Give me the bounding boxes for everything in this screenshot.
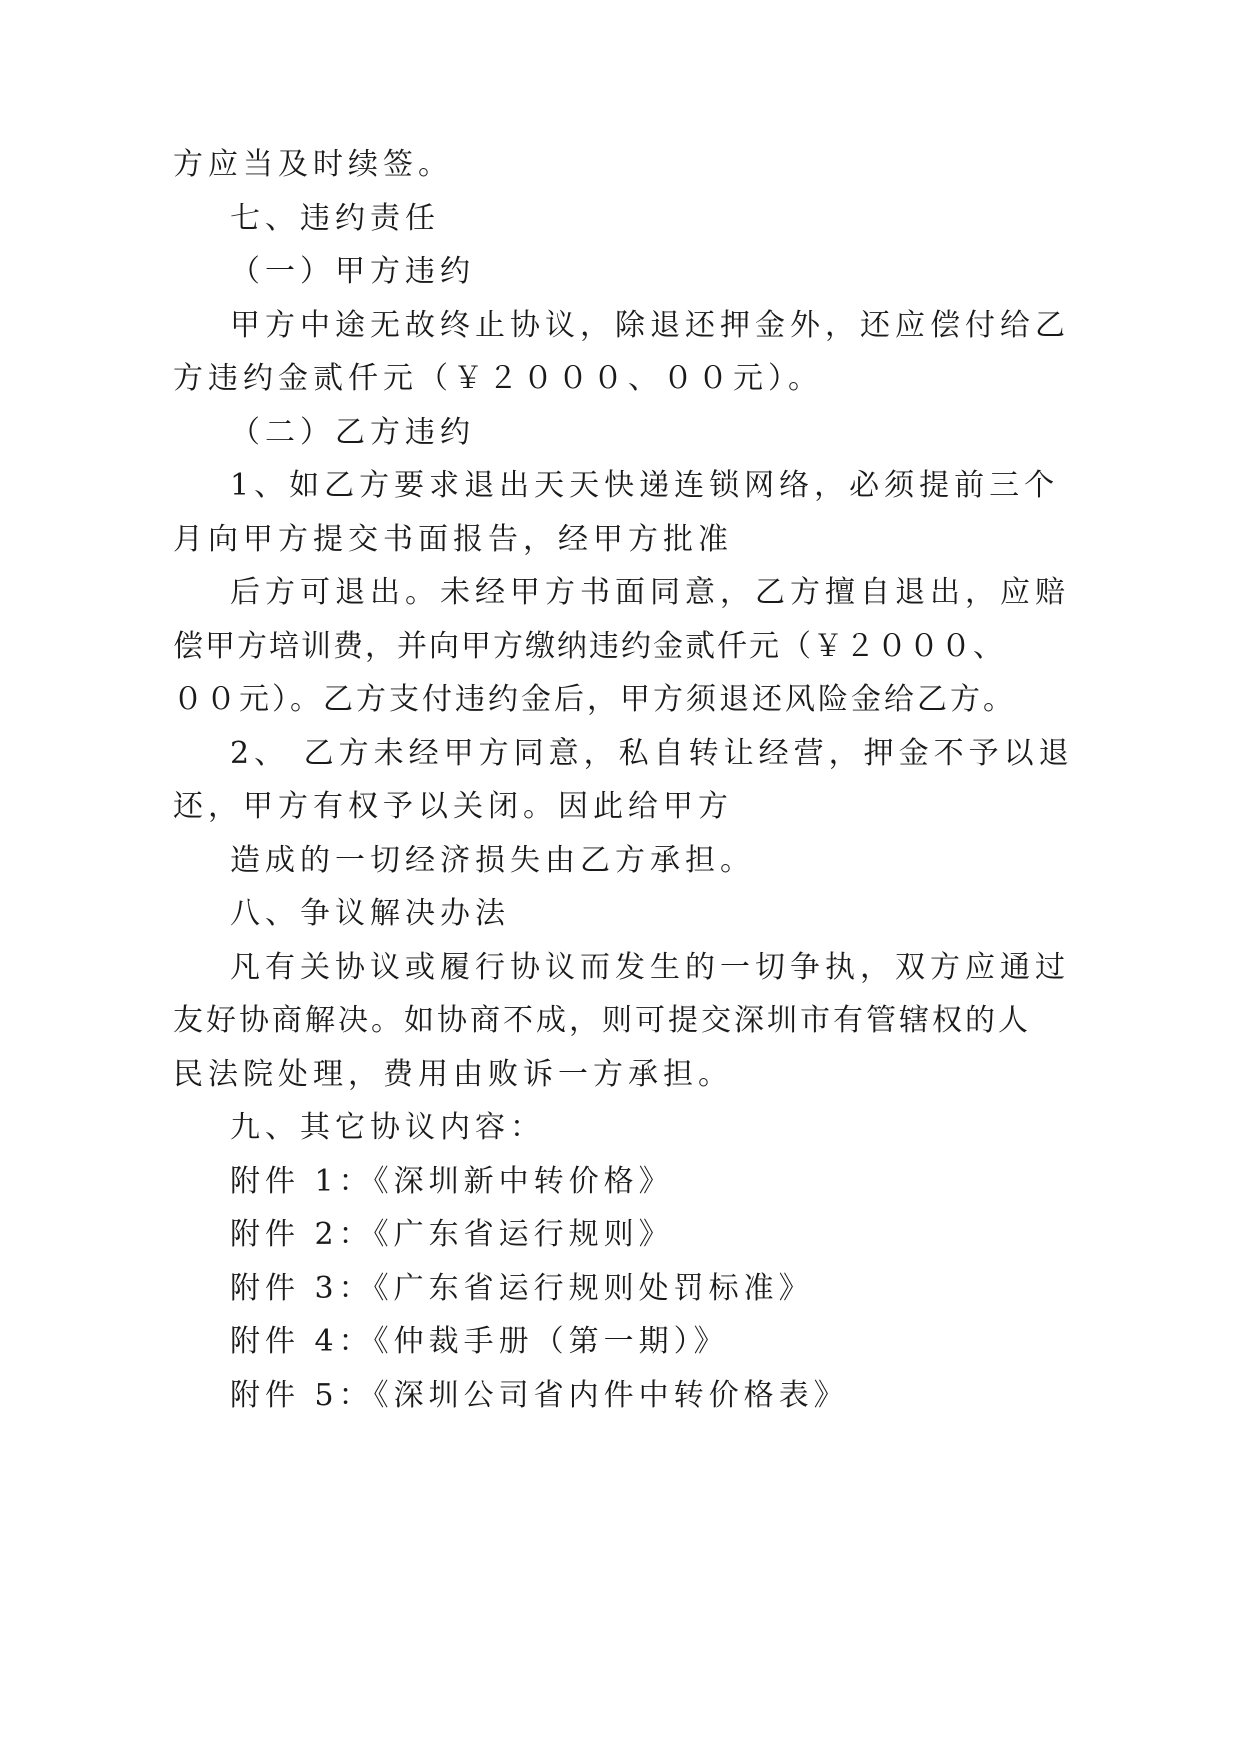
text-line: 凡有关协议或履行协议而发生的一切争执，双方应通过 [230, 950, 1070, 985]
text-line: 还，甲方有权予以关闭。因此给甲方 [173, 789, 733, 824]
text-line: 1、如乙方要求退出天天快递连锁网络，必须提前三个 [230, 468, 1060, 503]
text-line: 方违约金贰仟元（￥２０００、００元）。 [173, 361, 823, 396]
text-line: 民法院处理，费用由败诉一方承担。 [173, 1057, 733, 1092]
text-line: 方应当及时续签。 [173, 147, 453, 182]
attachment-item: 附件 4：《仲裁手册（第一期）》 [230, 1324, 729, 1359]
section-heading: 七、违约责任 [230, 201, 440, 236]
section-heading: 九、其它协议内容： [230, 1110, 545, 1145]
text-line: 偿甲方培训费，并向甲方缴纳违约金贰仟元（￥２０００、 [173, 629, 1005, 664]
text-line: 月向甲方提交书面报告，经甲方批准 [173, 522, 733, 557]
text-line: 友好协商解决。如协商不成，则可提交深圳市有管辖权的人 [173, 1003, 1031, 1038]
subsection-heading: （一）甲方违约 [230, 254, 475, 289]
subsection-heading: （二）乙方违约 [230, 415, 475, 450]
text-line: 后方可退出。未经甲方书面同意，乙方擅自退出，应赔 [230, 575, 1070, 610]
text-line: 造成的一切经济损失由乙方承担。 [230, 843, 755, 878]
text-line: ００元）。乙方支付违约金后，甲方须退还风险金给乙方。 [173, 682, 1016, 717]
section-heading: 八、争议解决办法 [230, 896, 510, 931]
text-line: 2、 乙方未经甲方同意，私自转让经营，押金不予以退 [230, 736, 1074, 771]
attachment-item: 附件 5：《深圳公司省内件中转价格表》 [230, 1378, 849, 1413]
attachment-item: 附件 3：《广东省运行规则处罚标准》 [230, 1271, 814, 1306]
text-line: 甲方中途无故终止协议，除退还押金外，还应偿付给乙 [230, 308, 1070, 343]
attachment-item: 附件 2：《广东省运行规则》 [230, 1217, 674, 1252]
attachment-item: 附件 1：《深圳新中转价格》 [230, 1164, 674, 1199]
